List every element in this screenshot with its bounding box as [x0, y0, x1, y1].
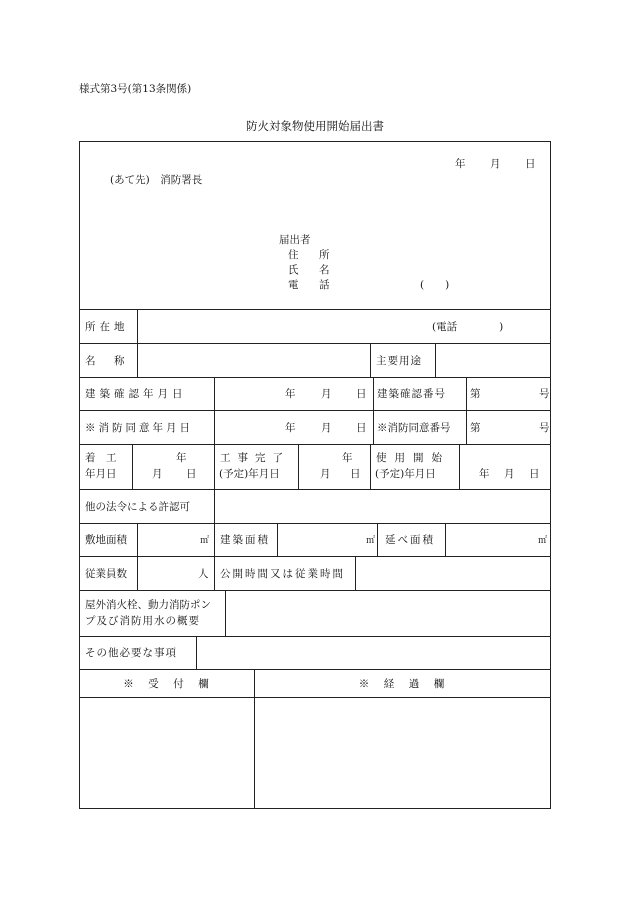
completion-label-2: (予定)年月日 — [219, 468, 280, 480]
employees-unit: 人 — [198, 567, 209, 580]
date-day: 日 — [525, 158, 536, 170]
bc-no-suffix: 号 — [539, 388, 550, 400]
bc-day: 日 — [356, 388, 367, 400]
fire-consent-date-label: ※消防同意年月日 — [85, 421, 193, 434]
us-year: 年 — [479, 468, 490, 480]
build-confirm-no-label: 建築確認番号 — [377, 388, 446, 400]
location-label: 所在地 — [85, 320, 129, 333]
date-year: 年 — [455, 158, 466, 170]
site-area-label: 敷地面積 — [85, 534, 127, 546]
use-start-label-1: 使用開始 — [376, 452, 450, 464]
form-number: 様式第3号(第13条関係) — [79, 83, 192, 95]
name-label: 氏 名 — [288, 264, 335, 276]
building-area-unit: ㎡ — [366, 536, 376, 546]
reception-area[interactable] — [81, 698, 253, 808]
us-day: 日 — [529, 468, 540, 480]
hydrant-label-1: 屋外消火栓、動力消防ポン — [85, 599, 211, 611]
floor-area-label: 延べ面積 — [385, 534, 435, 546]
other-label: その他必要な事項 — [85, 647, 177, 659]
location-phone: (電話 ) — [432, 320, 504, 333]
floor-area-unit: ㎡ — [538, 536, 548, 546]
progress-header: ※ 経 過 欄 — [358, 677, 447, 690]
site-area-unit: ㎡ — [200, 536, 210, 546]
build-confirm-date-label: 建築確認年月日 — [85, 388, 187, 400]
page-title: 防火対象物使用開始届出書 — [246, 119, 384, 133]
fc-month: 月 — [321, 421, 332, 434]
phone-paren: ( ) — [420, 279, 450, 291]
fc-no-prefix: 第 — [470, 421, 481, 434]
cp-month: 月 — [320, 468, 331, 480]
form-table — [79, 141, 551, 809]
progress-area[interactable] — [256, 698, 549, 808]
address-label: 住 所 — [288, 249, 335, 261]
bc-year: 年 — [285, 388, 296, 400]
employees-label: 従業員数 — [85, 567, 127, 580]
building-area-label: 建築面積 — [220, 534, 270, 546]
cp-day: 日 — [350, 468, 361, 480]
fire-consent-no-label: ※消防同意番号 — [377, 421, 451, 434]
fc-no-suffix: 号 — [539, 421, 550, 434]
reception-header: ※ 受 付 欄 — [123, 677, 211, 690]
use-start-label-2: (予定)年月日 — [375, 468, 436, 480]
hydrant-label-2: プ及び消防用水の概要 — [85, 615, 200, 627]
addressee: (あて先) 消防署長 — [110, 174, 203, 186]
sw-day: 日 — [186, 468, 197, 480]
date-month: 月 — [490, 158, 501, 170]
sw-year: 年 — [176, 452, 187, 464]
phone-label: 電 話 — [288, 279, 335, 291]
fc-year: 年 — [285, 421, 296, 434]
open-hours-label: 公開時間又は従業時間 — [220, 567, 345, 580]
main-use-label: 主要用途 — [376, 354, 422, 367]
cp-year: 年 — [342, 452, 353, 464]
fc-day: 日 — [356, 421, 367, 434]
completion-label-1: 工事完了 — [220, 452, 290, 464]
permits-label: 他の法令による許認可 — [85, 500, 190, 513]
name-field-label: 名 称 — [85, 354, 129, 367]
notifier-label: 届出者 — [279, 234, 311, 246]
start-work-label-2: 年月日 — [85, 468, 117, 480]
bc-no-prefix: 第 — [470, 388, 481, 400]
sw-month: 月 — [152, 468, 163, 480]
us-month: 月 — [504, 468, 515, 480]
bc-month: 月 — [321, 388, 332, 400]
start-work-label-1: 着 工 — [85, 452, 117, 464]
